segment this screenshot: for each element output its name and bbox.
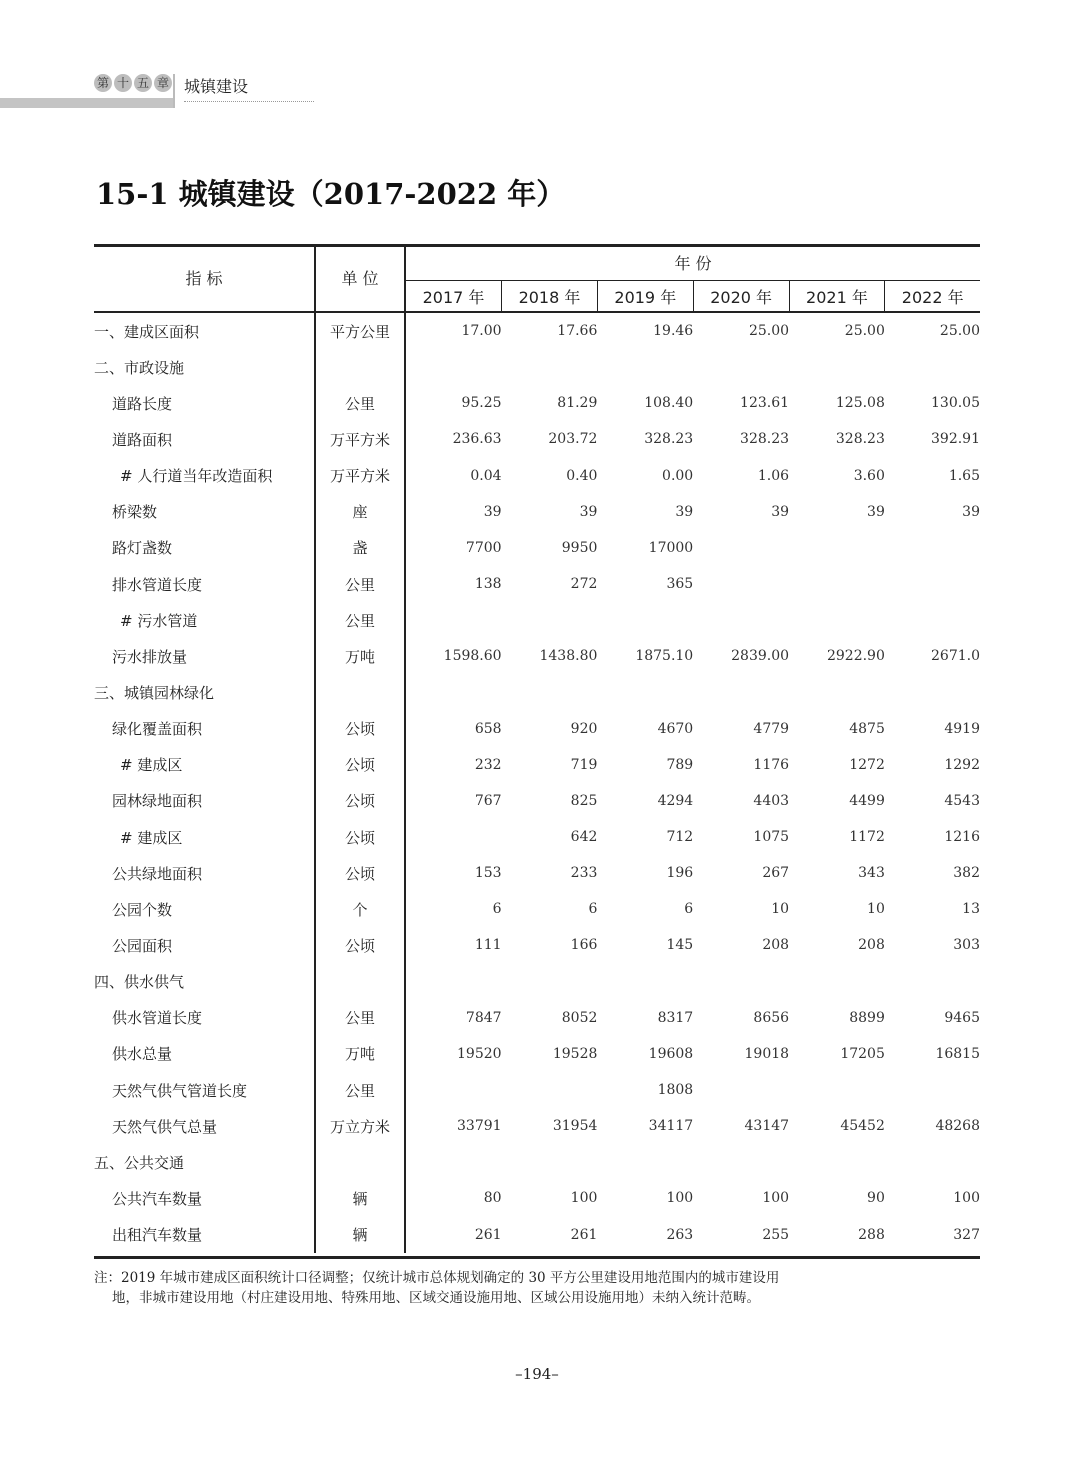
- value-cell: 261: [570, 1226, 598, 1243]
- unit-cell: 公里: [315, 602, 405, 638]
- value-cell: 8656: [753, 1009, 790, 1026]
- chapter-char: 十: [114, 74, 132, 92]
- value-cell: 9950: [561, 539, 598, 556]
- value-cell: [789, 530, 885, 566]
- table-row: [94, 458, 980, 494]
- value-cell: 392.91: [931, 431, 980, 448]
- table-row: [94, 747, 980, 783]
- indicator-cell: 排水管道长度: [94, 566, 315, 602]
- value-cell: [693, 1072, 789, 1108]
- value-cell: [405, 1072, 502, 1108]
- value-cell: [789, 674, 885, 710]
- indicator-cell: 路灯盏数: [94, 530, 315, 566]
- value-cell: [693, 566, 789, 602]
- table-row: [94, 566, 980, 602]
- data-table: [94, 244, 980, 1253]
- value-cell: 4875: [849, 720, 885, 737]
- value-cell: 6: [492, 901, 502, 918]
- header-year: 2017 年: [405, 281, 502, 313]
- value-cell: 7847: [465, 1009, 502, 1026]
- value-cell: 642: [570, 829, 598, 846]
- value-cell: 208: [858, 937, 885, 954]
- indicator-cell: 一、建成区面积: [94, 312, 315, 349]
- table-row: [94, 349, 980, 385]
- value-cell: 1.06: [757, 467, 790, 484]
- value-cell: 8052: [561, 1009, 598, 1026]
- unit-cell: 公顷: [315, 783, 405, 819]
- indicator-cell: 污水排放量: [94, 638, 315, 674]
- table-row: [94, 674, 980, 710]
- table-row: [94, 385, 980, 421]
- value-cell: [789, 566, 885, 602]
- value-cell: [502, 1072, 598, 1108]
- value-cell: 39: [579, 503, 598, 520]
- table-row: [94, 530, 980, 566]
- value-cell: [693, 674, 789, 710]
- value-cell: [597, 349, 693, 385]
- value-cell: 25.00: [939, 323, 980, 340]
- value-cell: 1808: [657, 1082, 694, 1099]
- value-cell: 255: [762, 1226, 790, 1243]
- footnote: [94, 1268, 954, 1308]
- value-cell: [597, 674, 693, 710]
- value-cell: 4779: [753, 720, 790, 737]
- table-row: [94, 602, 980, 638]
- value-cell: 39: [483, 503, 502, 520]
- unit-cell: 平方公里: [315, 312, 405, 349]
- value-cell: [502, 349, 598, 385]
- unit-cell: 辆: [315, 1180, 405, 1216]
- value-cell: 365: [666, 576, 694, 593]
- page-title: 15-1 城镇建设（2017-2022 年）: [96, 177, 566, 211]
- value-cell: [405, 964, 502, 1000]
- indicator-cell: 公园个数: [94, 891, 315, 927]
- value-cell: [885, 1144, 980, 1180]
- value-cell: 4543: [944, 792, 980, 809]
- value-cell: [502, 964, 598, 1000]
- value-cell: 8317: [657, 1009, 694, 1026]
- chapter-label: [94, 74, 172, 92]
- table-row: [94, 1144, 980, 1180]
- header-years-group: 年 份: [674, 253, 712, 273]
- value-cell: 719: [570, 756, 598, 773]
- table-row: [94, 891, 980, 927]
- unit-cell: 万平方米: [315, 421, 405, 457]
- indicator-cell: 道路长度: [94, 385, 315, 421]
- chapter-char: 章: [154, 74, 172, 92]
- indicator-cell: 天然气供气管道长度: [94, 1072, 315, 1108]
- unit-cell: 盏: [315, 530, 405, 566]
- table-row: [94, 819, 980, 855]
- value-cell: 111: [474, 937, 502, 954]
- unit-cell: 个: [315, 891, 405, 927]
- table-row: [94, 1072, 980, 1108]
- value-cell: [789, 349, 885, 385]
- unit-cell: 万平方米: [315, 458, 405, 494]
- value-cell: 19608: [648, 1045, 694, 1062]
- value-cell: 3.60: [853, 467, 885, 484]
- indicator-cell: 四、供水供气: [94, 964, 315, 1000]
- header-year: 2019 年: [597, 281, 693, 313]
- value-cell: 0.40: [566, 467, 598, 484]
- unit-cell: 万立方米: [315, 1108, 405, 1144]
- value-cell: 153: [474, 865, 502, 882]
- indicator-cell: 桥梁数: [94, 494, 315, 530]
- header-year: 2021 年: [789, 281, 885, 313]
- table-row: [94, 783, 980, 819]
- unit-cell: 公里: [315, 385, 405, 421]
- value-cell: 328.23: [644, 431, 694, 448]
- indicator-cell: 道路面积: [94, 421, 315, 457]
- indicator-cell: 天然气供气总量: [94, 1108, 315, 1144]
- value-cell: 328.23: [740, 431, 790, 448]
- value-cell: 203.72: [548, 431, 598, 448]
- value-cell: 1875.10: [635, 648, 694, 665]
- unit-cell: 万吨: [315, 638, 405, 674]
- indicator-cell: 三、城镇园林绿化: [94, 674, 315, 710]
- page-number: –194–: [515, 1365, 559, 1383]
- value-cell: 17000: [648, 539, 694, 556]
- value-cell: 100: [570, 1190, 598, 1207]
- table-row: [94, 1108, 980, 1144]
- value-cell: [405, 349, 502, 385]
- value-cell: [885, 964, 980, 1000]
- value-cell: [885, 1072, 980, 1108]
- value-cell: 90: [867, 1190, 885, 1207]
- value-cell: 263: [666, 1226, 694, 1243]
- indicator-cell: 出租汽车数量: [94, 1217, 315, 1253]
- value-cell: 1292: [944, 756, 980, 773]
- value-cell: [502, 602, 598, 638]
- table-row: [94, 421, 980, 457]
- unit-cell: 公顷: [315, 819, 405, 855]
- value-cell: 328.23: [835, 431, 885, 448]
- value-cell: 17.66: [557, 323, 598, 340]
- footnote-line: 注：2019 年城市建成区面积统计口径调整；仅统计城市总体规划确定的 30 平方公里建设用地范围内的城市建设用: [94, 1270, 780, 1286]
- value-cell: 1272: [849, 756, 885, 773]
- value-cell: [885, 602, 980, 638]
- value-cell: 789: [666, 756, 694, 773]
- header-year: 2018 年: [502, 281, 598, 313]
- value-cell: 767: [474, 792, 502, 809]
- value-cell: 34117: [648, 1118, 694, 1135]
- footnote-line: 地，非城市建设用地（村庄建设用地、特殊用地、区域交通设施用地、区域公用设施用地）未纳入统计范畴。: [112, 1290, 760, 1306]
- value-cell: 10: [867, 901, 885, 918]
- value-cell: 8899: [849, 1009, 885, 1026]
- value-cell: 7700: [465, 539, 502, 556]
- value-cell: 2839.00: [731, 648, 790, 665]
- indicator-cell: 公园面积: [94, 927, 315, 963]
- table-row: [94, 711, 980, 747]
- value-cell: [597, 1144, 693, 1180]
- value-cell: 138: [474, 576, 502, 593]
- value-cell: 1216: [944, 829, 980, 846]
- value-cell: 196: [666, 865, 694, 882]
- value-cell: 100: [762, 1190, 790, 1207]
- value-cell: [502, 674, 598, 710]
- value-cell: 130.05: [931, 395, 980, 412]
- value-cell: 95.25: [461, 395, 502, 412]
- indicator-cell: 供水管道长度: [94, 1000, 315, 1036]
- value-cell: 31954: [552, 1118, 598, 1135]
- value-cell: [789, 964, 885, 1000]
- value-cell: [597, 964, 693, 1000]
- indicator-cell: 公共汽车数量: [94, 1180, 315, 1216]
- value-cell: 19018: [744, 1045, 790, 1062]
- value-cell: 16815: [935, 1045, 980, 1062]
- value-cell: 166: [570, 937, 598, 954]
- header-year: 2020 年: [693, 281, 789, 313]
- indicator-cell: 五、公共交通: [94, 1144, 315, 1180]
- value-cell: 10: [771, 901, 790, 918]
- value-cell: 343: [858, 865, 885, 882]
- value-cell: [885, 349, 980, 385]
- value-cell: 261: [474, 1226, 502, 1243]
- value-cell: [693, 964, 789, 1000]
- value-cell: 45452: [840, 1118, 885, 1135]
- unit-cell: 座: [315, 494, 405, 530]
- table-row: [94, 927, 980, 963]
- value-cell: [405, 1144, 502, 1180]
- value-cell: [693, 349, 789, 385]
- value-cell: 13: [962, 901, 980, 918]
- unit-cell: 公顷: [315, 927, 405, 963]
- value-cell: 145: [666, 937, 694, 954]
- section-name: 城镇建设: [184, 74, 314, 102]
- table-row: [94, 1217, 980, 1253]
- value-cell: 1598.60: [443, 648, 502, 665]
- value-cell: 1172: [849, 829, 885, 846]
- value-cell: [405, 674, 502, 710]
- unit-cell: 万吨: [315, 1036, 405, 1072]
- indicator-cell: # 建成区: [94, 747, 315, 783]
- value-cell: 48268: [935, 1118, 980, 1135]
- value-cell: 100: [666, 1190, 694, 1207]
- value-cell: 208: [762, 937, 790, 954]
- table-row: [94, 855, 980, 891]
- chapter-char: 五: [134, 74, 152, 92]
- value-cell: 2922.90: [826, 648, 885, 665]
- value-cell: 712: [666, 829, 694, 846]
- indicator-cell: 绿化覆盖面积: [94, 711, 315, 747]
- value-cell: 1.65: [948, 467, 980, 484]
- value-cell: 25.00: [844, 323, 885, 340]
- value-cell: 825: [570, 792, 598, 809]
- value-cell: 6: [588, 901, 598, 918]
- table-row: [94, 494, 980, 530]
- value-cell: 19.46: [653, 323, 694, 340]
- value-cell: [693, 602, 789, 638]
- value-cell: 236.63: [452, 431, 502, 448]
- value-cell: 39: [771, 503, 790, 520]
- chapter-char: 第: [94, 74, 112, 92]
- table-bottom-rule: [94, 1256, 980, 1259]
- value-cell: 2671.0: [931, 648, 980, 665]
- value-cell: 123.61: [740, 395, 790, 412]
- table-row: [94, 964, 980, 1000]
- value-cell: 1176: [753, 756, 790, 773]
- value-cell: 4499: [849, 792, 885, 809]
- value-cell: 233: [570, 865, 598, 882]
- unit-cell: 公里: [315, 566, 405, 602]
- value-cell: 658: [474, 720, 502, 737]
- value-cell: [405, 602, 502, 638]
- unit-cell: 公顷: [315, 747, 405, 783]
- value-cell: 43147: [744, 1118, 790, 1135]
- table-row: [94, 312, 980, 349]
- value-cell: 1075: [753, 829, 790, 846]
- value-cell: 19528: [552, 1045, 598, 1062]
- header-unit: 单 位: [315, 244, 405, 312]
- value-cell: 125.08: [835, 395, 885, 412]
- header-year: 2022 年: [885, 281, 980, 313]
- value-cell: 25.00: [748, 323, 790, 340]
- value-cell: 9465: [944, 1009, 980, 1026]
- table-row: [94, 638, 980, 674]
- value-cell: [885, 674, 980, 710]
- value-cell: [885, 566, 980, 602]
- unit-cell: 公顷: [315, 855, 405, 891]
- value-cell: [789, 1072, 885, 1108]
- indicator-cell: 公共绿地面积: [94, 855, 315, 891]
- unit-cell: 公里: [315, 1072, 405, 1108]
- value-cell: 17205: [840, 1045, 885, 1062]
- unit-cell: [315, 964, 405, 1000]
- value-cell: 39: [675, 503, 694, 520]
- value-cell: [502, 1144, 598, 1180]
- value-cell: 232: [474, 756, 502, 773]
- table-row: [94, 1036, 980, 1072]
- value-cell: [597, 602, 693, 638]
- value-cell: 4294: [657, 792, 694, 809]
- indicator-cell: # 建成区: [94, 819, 315, 855]
- value-cell: 100: [953, 1190, 980, 1207]
- value-cell: 382: [953, 865, 980, 882]
- unit-cell: [315, 674, 405, 710]
- value-cell: 4670: [657, 720, 694, 737]
- indicator-cell: 供水总量: [94, 1036, 315, 1072]
- value-cell: 39: [867, 503, 885, 520]
- value-cell: 80: [483, 1190, 502, 1207]
- indicator-cell: 园林绿地面积: [94, 783, 315, 819]
- indicator-cell: 二、市政设施: [94, 349, 315, 385]
- header-indicator: 指 标: [94, 244, 315, 312]
- unit-cell: 公里: [315, 1000, 405, 1036]
- indicator-cell: # 污水管道: [94, 602, 315, 638]
- value-cell: 272: [570, 576, 598, 593]
- indicator-cell: # 人行道当年改造面积: [94, 458, 315, 494]
- unit-cell: 辆: [315, 1217, 405, 1253]
- value-cell: [405, 819, 502, 855]
- value-cell: 4403: [753, 792, 790, 809]
- table-row: [94, 1000, 980, 1036]
- unit-cell: [315, 1144, 405, 1180]
- value-cell: 39: [962, 503, 980, 520]
- value-cell: [789, 1144, 885, 1180]
- value-cell: 6: [684, 901, 694, 918]
- value-cell: 920: [570, 720, 598, 737]
- unit-cell: 公顷: [315, 711, 405, 747]
- table-row: [94, 1180, 980, 1216]
- value-cell: 19520: [457, 1045, 502, 1062]
- value-cell: 288: [858, 1226, 885, 1243]
- value-cell: 327: [953, 1226, 980, 1243]
- value-cell: [693, 530, 789, 566]
- value-cell: 4919: [944, 720, 980, 737]
- value-cell: 1438.80: [539, 648, 598, 665]
- value-cell: [885, 530, 980, 566]
- value-cell: 0.00: [662, 467, 694, 484]
- unit-cell: [315, 349, 405, 385]
- value-cell: 0.04: [470, 467, 502, 484]
- value-cell: 108.40: [644, 395, 694, 412]
- value-cell: 303: [953, 937, 980, 954]
- value-cell: 33791: [457, 1118, 502, 1135]
- value-cell: [693, 1144, 789, 1180]
- header-bar: [0, 98, 174, 108]
- value-cell: [789, 602, 885, 638]
- header-divider: [173, 74, 175, 108]
- value-cell: 81.29: [557, 395, 598, 412]
- value-cell: 267: [762, 865, 790, 882]
- value-cell: 17.00: [461, 323, 502, 340]
